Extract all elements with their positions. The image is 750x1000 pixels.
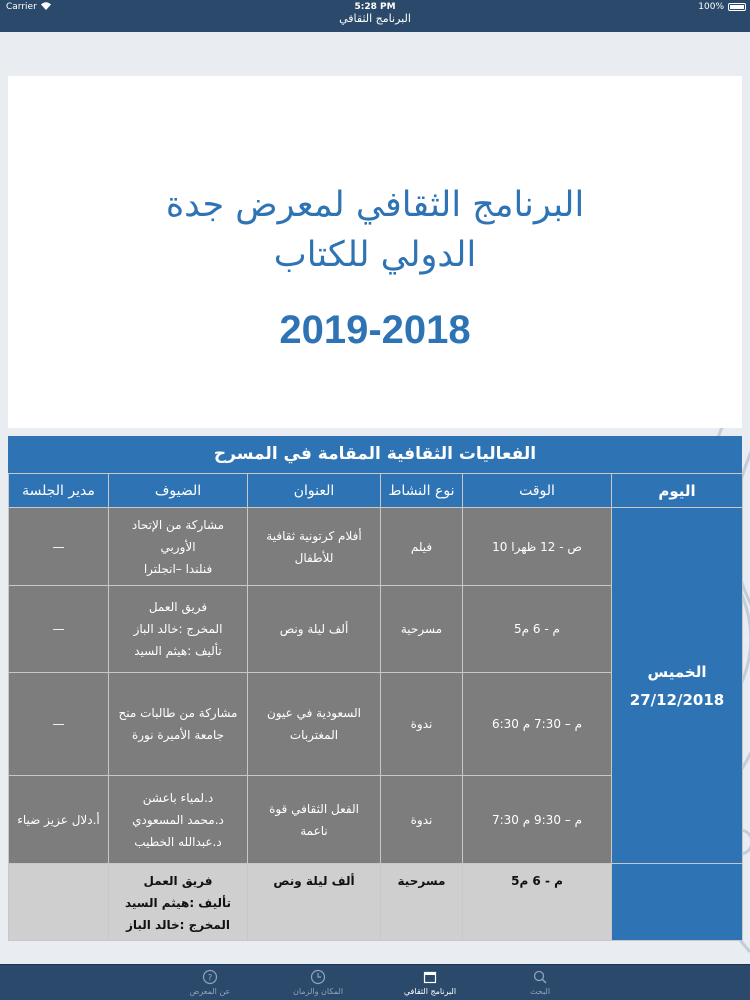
- event-time: م - 6 م5: [463, 864, 612, 941]
- guest-line: المخرج :خالد الباز: [125, 918, 231, 932]
- event-moderator: أ.دلال عزيز ضياء: [9, 776, 109, 864]
- event-moderator: —: [9, 586, 109, 673]
- guest-line: فريق العمل: [143, 874, 213, 888]
- program-title: البرنامج الثقافي لمعرض جدة الدولي للكتاب: [165, 185, 585, 275]
- tab-label: البرنامج الثقافي: [403, 987, 457, 996]
- event-type: فيلم: [381, 508, 463, 586]
- column-header-moderator: مدير الجلسة: [9, 474, 109, 508]
- day-date: 27/12/2018: [629, 690, 725, 709]
- event-time: م - 6 م5: [463, 586, 612, 673]
- day-cell: [612, 508, 743, 864]
- clock-icon: [310, 969, 326, 985]
- clock-time: 5:28 PM: [354, 2, 396, 12]
- tab-label: المكان والزمان: [292, 987, 344, 996]
- event-guests: [109, 508, 248, 586]
- tab-about[interactable]: [160, 965, 260, 1000]
- guest-line: المخرج :خالد الباز: [133, 622, 223, 636]
- table-row: [9, 508, 743, 586]
- table-row: [9, 864, 743, 941]
- event-title: الفعل الثقافي قوة ناعمة: [248, 776, 381, 864]
- events-schedule: [8, 436, 742, 964]
- schedule-table: [8, 473, 743, 941]
- event-time: م – 9:30 م 7:30: [463, 776, 612, 864]
- event-title: ألف ليلة ونص: [248, 864, 381, 941]
- search-icon: [532, 969, 548, 985]
- table-header-row: [9, 474, 743, 508]
- tab-label: البحث: [529, 987, 551, 996]
- event-type: ندوة: [381, 776, 463, 864]
- calendar-icon: [422, 969, 438, 985]
- carrier-label: Carrier: [6, 2, 37, 12]
- svg-text:?: ?: [207, 973, 213, 984]
- tab-search[interactable]: [490, 965, 590, 1000]
- battery-icon: [728, 3, 746, 11]
- guest-line: د.محمد المسعودي: [132, 812, 224, 827]
- event-moderator: —: [9, 673, 109, 776]
- event-guests: [109, 776, 248, 864]
- battery-percent: 100%: [698, 2, 724, 12]
- event-moderator: —: [9, 508, 109, 586]
- guest-line: مشاركة من الإتحاد: [131, 517, 225, 532]
- tab-cultural-program[interactable]: [380, 965, 480, 1000]
- title-card: [8, 76, 742, 428]
- event-type: مسرحية: [381, 864, 463, 941]
- column-header-title: العنوان: [248, 474, 381, 508]
- program-content[interactable]: [0, 32, 750, 964]
- guest-line: د.لمياء باعشن: [142, 790, 214, 805]
- column-header-type: نوع النشاط: [381, 474, 463, 508]
- events-header: الفعاليات الثقافية المقامة في المسرح: [8, 436, 742, 473]
- guest-line: مشاركة من طالبات منح: [118, 706, 238, 720]
- event-title: ألف ليلة ونص: [248, 586, 381, 673]
- guest-line: تأليف :هيثم السيد: [134, 644, 222, 658]
- tab-label: عن المعرض: [189, 987, 231, 996]
- event-time: م – 7:30 م 6:30: [463, 673, 612, 776]
- column-header-day: اليوم: [612, 474, 743, 508]
- guest-line: الأوربي: [160, 539, 196, 554]
- event-type: مسرحية: [381, 586, 463, 673]
- nav-title: البرنامج الثقافي: [339, 12, 411, 25]
- event-time: ص - 12 ظهرا 10: [463, 508, 612, 586]
- event-guests: [109, 673, 248, 776]
- guest-line: فنلندا –انجلترا: [143, 561, 213, 576]
- event-title: السعودية في عيون المغتربات: [248, 673, 381, 776]
- day-name: الخميس: [647, 662, 707, 681]
- info-icon: [202, 969, 218, 985]
- tab-bar: [0, 964, 750, 1000]
- event-type: ندوة: [381, 673, 463, 776]
- day-cell: [612, 864, 743, 941]
- program-year: 2019-2018: [279, 308, 471, 352]
- guest-line: تأليف :هيثم السيد: [124, 896, 232, 910]
- event-guests: [109, 864, 248, 941]
- top-bar: [0, 0, 750, 32]
- guest-line: د.عبدالله الخطيب: [134, 834, 222, 849]
- guest-line: فريق العمل: [148, 600, 208, 614]
- event-guests: [109, 586, 248, 673]
- tab-place-time[interactable]: [268, 965, 368, 1000]
- guest-line: جامعة الأميرة نورة: [131, 728, 225, 742]
- column-header-time: الوقت: [463, 474, 612, 508]
- event-title: أفلام كرتونية ثقافية للأطفال: [248, 508, 381, 586]
- column-header-guests: الضيوف: [109, 474, 248, 508]
- event-moderator: [9, 864, 109, 941]
